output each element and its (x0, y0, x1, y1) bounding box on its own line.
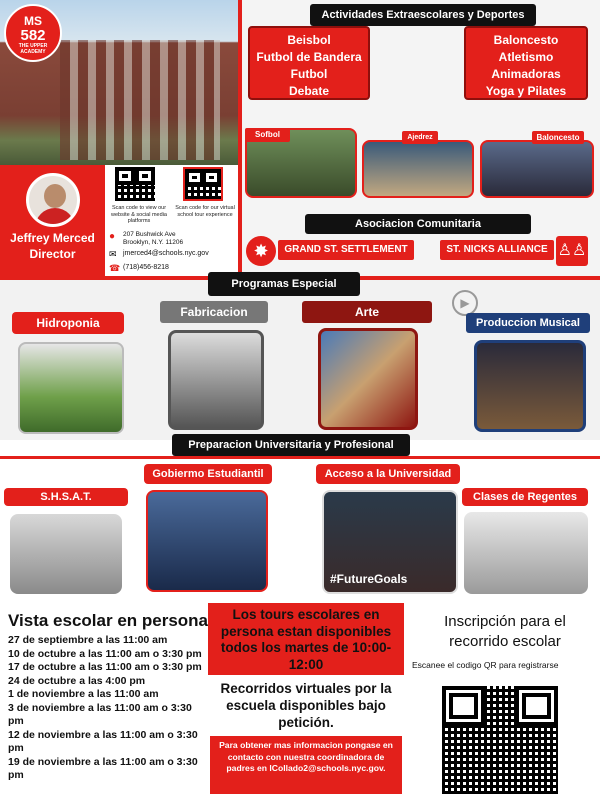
community-header: Asociacion Comunitaria (305, 214, 531, 234)
activity-item: Beisbol (287, 33, 331, 47)
activity-item: Futbol de Bandera (256, 50, 362, 64)
fabrication-photo (168, 330, 264, 430)
logo-name: THE UPPER ACADEMY (18, 43, 48, 55)
address (123, 231, 183, 247)
music-production-photo (474, 340, 586, 432)
chess-label: Ajedrez (402, 131, 438, 144)
college-header: Preparacion Universitaria y Profesional (172, 434, 410, 456)
visit-date: 17 de octubre a las 11:00 am o 3:30 pm (8, 661, 202, 673)
tour-qr-caption: Scan code for our virtual school tour experience (175, 205, 235, 218)
address-line2: Brooklyn, N.Y. 11206 (123, 239, 184, 246)
logo-ms: MS (24, 14, 42, 28)
college-gobierno: Gobiermo Estudiantil (144, 464, 272, 484)
softball-label: Sofbol (245, 128, 290, 142)
registration-title: Inscripción para el recorrido escolar (444, 613, 566, 650)
visit-date: 19 de noviembre a las 11:00 am o 3:30 pm (8, 755, 198, 781)
partner-st-nicks-alliance: ST. NICKS ALLIANCE (440, 240, 554, 260)
address-line1: 207 Bushwick Ave (123, 231, 176, 238)
college-access-photo (322, 490, 458, 594)
art-photo (318, 328, 418, 430)
activity-item: Baloncesto (493, 33, 559, 47)
director-name: Jeffrey Merced (10, 231, 95, 245)
shsat-photo (10, 514, 122, 594)
registration-instruction: Escanee el codigo QR para registrarse (412, 660, 559, 670)
grand-st-settlement-logo-icon: ✸ (246, 236, 276, 266)
contact-coordinator-box: Para obtener mas informacion pongase en contacto con nuestra coordinadora de padres en lCollado2@schools.nyc.gov. (210, 736, 402, 794)
programs-header: Programas Especial (208, 272, 360, 296)
program-hidroponia: Hidroponia (12, 312, 124, 334)
basketball-label: Baloncesto (532, 131, 584, 144)
play-icon: ▶ (452, 290, 478, 316)
website-qr-caption: Scan code to view our website & social media platforms (111, 205, 167, 224)
virtual-tour-qr-code[interactable] (183, 167, 223, 201)
logo-number: 582 (20, 27, 46, 44)
director-phone: (718)456-8218 (123, 264, 169, 271)
visit-date: 24 de octubre a las 4:00 pm (8, 674, 146, 687)
regents-photo (464, 512, 588, 594)
phone-icon: ☎ (109, 263, 121, 273)
director-title: Director (29, 247, 76, 261)
virtual-tours-text: Recorridos virtuales por la escuela disponibles bajo petición. (220, 681, 392, 730)
activity-item: Futbol (290, 67, 328, 81)
chess-photo (362, 140, 474, 198)
director-panel (0, 165, 105, 277)
director-avatar (26, 173, 80, 227)
college-regentes: Clases de Regentes (462, 488, 588, 506)
activities-header: Actividades Extraescolares y Deportes (310, 4, 536, 26)
st-nicks-people-icon: ♙♙ (556, 236, 588, 266)
activities-list-right (464, 26, 588, 100)
visit-date: 3 de noviembre a las 11:00 am o 3:30 pm (8, 701, 192, 727)
partner-grand-st-settlement: GRAND ST. SETTLEMENT (278, 240, 414, 260)
activity-item: Atletismo (498, 50, 554, 64)
location-pin-icon: ● (109, 231, 116, 242)
school-logo (4, 4, 62, 62)
basketball-photo (480, 140, 594, 198)
activities-list-left (248, 26, 370, 100)
activity-item: Animadoras (491, 67, 561, 81)
visit-date: 27 de septiembre a las 11:00 am (8, 634, 168, 646)
visit-date: 12 de noviembre a las 11:00 am o 3:30 pm (8, 728, 198, 754)
college-shsat: S.H.S.A.T. (4, 488, 128, 506)
activity-item: Debate (288, 84, 329, 98)
program-fabricacion: Fabricacion (160, 301, 268, 323)
visits-date-list (8, 634, 208, 783)
visit-date: 10 de octubre a las 11:00 am o 3:30 pm (8, 647, 202, 660)
college-acceso: Acceso a la Universidad (316, 464, 460, 484)
registration-qr-code[interactable] (442, 686, 558, 794)
program-arte: Arte (302, 301, 432, 323)
website-qr-code[interactable] (115, 167, 155, 201)
hydroponics-photo (18, 342, 124, 434)
activity-item: Yoga y Pilates (485, 84, 567, 98)
inperson-tours-box: Los tours escolares en persona estan disponibles todos los martes de 10:00-12:00 (208, 603, 404, 675)
college-divider (0, 456, 600, 459)
director-email[interactable]: jmerced4@schools.nyc.gov (123, 250, 209, 257)
visit-date: 1 de noviembre a las 11:00 am (8, 688, 159, 700)
visits-title: Vista escolar en persona (8, 611, 209, 630)
program-produccion-musical: Produccion Musical (466, 313, 590, 333)
future-goals-sign: #FutureGoals (330, 572, 408, 586)
student-government-photo (146, 490, 268, 592)
contact-panel (105, 165, 238, 277)
email-icon: ✉ (109, 249, 117, 259)
